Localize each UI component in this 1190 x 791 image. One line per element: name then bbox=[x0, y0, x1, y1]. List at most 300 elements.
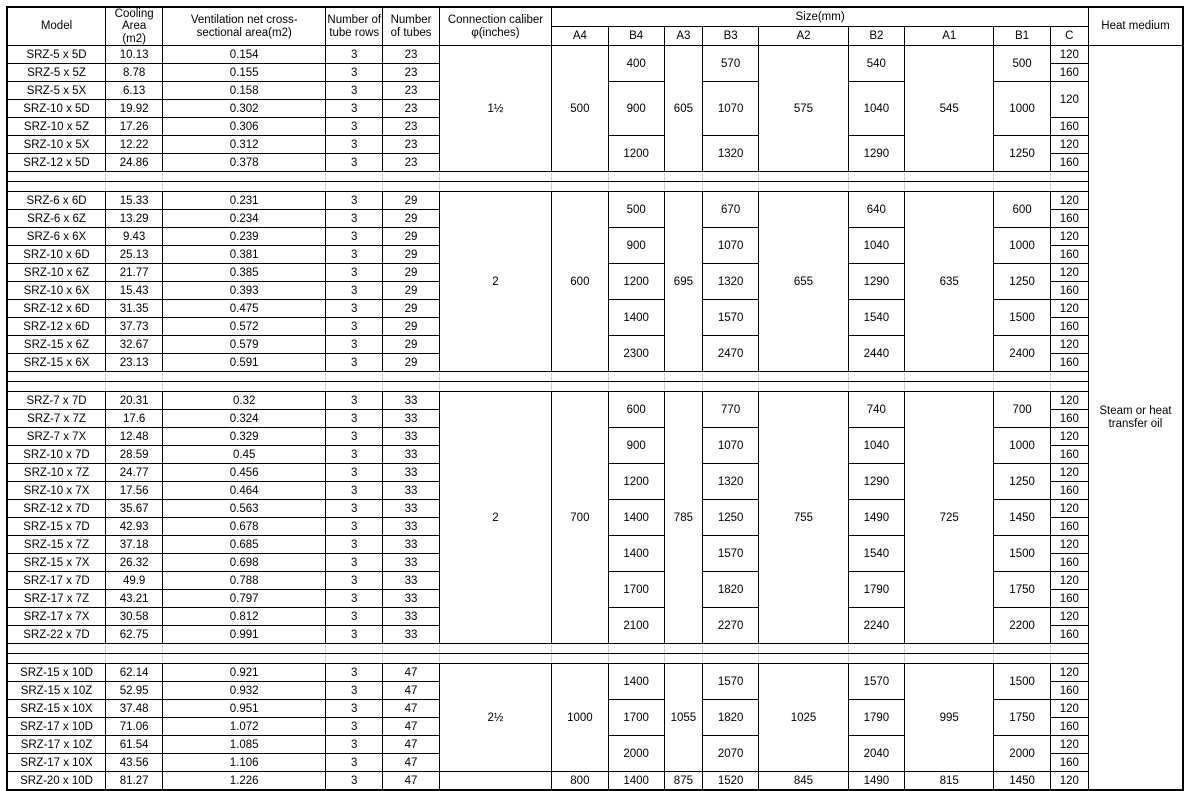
cell-tube-rows: 3 bbox=[326, 410, 383, 428]
cell-model: SRZ-5 x 5X bbox=[7, 82, 106, 100]
cell-tube-rows: 3 bbox=[326, 428, 383, 446]
spacer-cell bbox=[905, 372, 994, 382]
spacer-cell bbox=[7, 644, 106, 654]
spacer-cell bbox=[848, 182, 904, 192]
spacer-cell bbox=[905, 382, 994, 392]
header-size-c: C bbox=[1050, 27, 1088, 46]
spacer-cell bbox=[702, 644, 758, 654]
cell-connection-caliber: 1½ bbox=[439, 46, 552, 172]
cell-size-b1: 2200 bbox=[994, 608, 1050, 644]
cell-size-a3: 785 bbox=[664, 392, 702, 644]
cell-tube-count: 33 bbox=[383, 554, 439, 572]
cell-size-b2: 1040 bbox=[848, 428, 904, 464]
cell-tube-count: 47 bbox=[383, 754, 439, 772]
cell-size-c: 120 bbox=[1050, 82, 1088, 118]
spacer-cell bbox=[608, 372, 664, 382]
spacer-cell bbox=[905, 172, 994, 182]
cell-tube-rows: 3 bbox=[326, 518, 383, 536]
cell-ventilation-area: 0.797 bbox=[163, 590, 326, 608]
cell-tube-count: 29 bbox=[383, 354, 439, 372]
cell-ventilation-area: 0.324 bbox=[163, 410, 326, 428]
cell-cooling-area: 23.13 bbox=[106, 354, 163, 372]
cell-size-b4: 2300 bbox=[608, 336, 664, 372]
table-row bbox=[7, 392, 1183, 410]
cell-size-b2: 640 bbox=[848, 192, 904, 228]
cell-tube-count: 33 bbox=[383, 464, 439, 482]
header-size-b3: B3 bbox=[702, 27, 758, 46]
spacer-cell bbox=[848, 372, 904, 382]
cell-cooling-area: 17.6 bbox=[106, 410, 163, 428]
cell-tube-count: 23 bbox=[383, 100, 439, 118]
spacer-cell bbox=[664, 644, 702, 654]
cell-tube-count: 29 bbox=[383, 228, 439, 246]
cell-model: SRZ-17 x 10D bbox=[7, 718, 106, 736]
cell-size-b4: 1200 bbox=[608, 464, 664, 500]
cell-model: SRZ-20 x 10D bbox=[7, 772, 106, 791]
header-cooling-area-line3: (m2) bbox=[122, 32, 146, 45]
cell-ventilation-area: 0.302 bbox=[163, 100, 326, 118]
cell-model: SRZ-12 x 7D bbox=[7, 500, 106, 518]
cell-ventilation-area: 0.475 bbox=[163, 300, 326, 318]
cell-ventilation-area: 0.579 bbox=[163, 336, 326, 354]
cell-size-c: 120 bbox=[1050, 136, 1088, 154]
spacer-cell bbox=[326, 182, 383, 192]
cell-tube-rows: 3 bbox=[326, 264, 383, 282]
table-row bbox=[7, 46, 1183, 64]
cell-size-b3: 2470 bbox=[702, 336, 758, 372]
cell-tube-count: 29 bbox=[383, 336, 439, 354]
cell-size-a4: 500 bbox=[552, 46, 608, 172]
spacer-cell bbox=[552, 654, 608, 664]
cell-tube-rows: 3 bbox=[326, 718, 383, 736]
spacer-cell bbox=[702, 372, 758, 382]
cell-tube-count: 23 bbox=[383, 136, 439, 154]
cell-size-c: 120 bbox=[1050, 264, 1088, 282]
spacer-cell bbox=[439, 172, 552, 182]
cell-size-c: 160 bbox=[1050, 154, 1088, 172]
cell-size-b2: 1540 bbox=[848, 300, 904, 336]
spacer-cell bbox=[106, 372, 163, 382]
cell-tube-rows: 3 bbox=[326, 192, 383, 210]
cell-size-b2: 2240 bbox=[848, 608, 904, 644]
cell-model: SRZ-12 x 6D bbox=[7, 318, 106, 336]
spacer-cell bbox=[326, 654, 383, 664]
cell-cooling-area: 71.06 bbox=[106, 718, 163, 736]
cell-size-a1: 815 bbox=[905, 772, 994, 791]
cell-model: SRZ-17 x 7X bbox=[7, 608, 106, 626]
spacer-cell bbox=[163, 644, 326, 654]
cell-tube-rows: 3 bbox=[326, 446, 383, 464]
cell-size-b4: 900 bbox=[608, 428, 664, 464]
cell-model: SRZ-12 x 6D bbox=[7, 300, 106, 318]
header-ventilation-line2: sectional area(m2) bbox=[196, 26, 292, 39]
cell-tube-count: 33 bbox=[383, 608, 439, 626]
cell-model: SRZ-6 x 6X bbox=[7, 228, 106, 246]
header-size-b1: B1 bbox=[994, 27, 1050, 46]
cell-size-b1: 2400 bbox=[994, 336, 1050, 372]
group-spacer bbox=[7, 382, 1183, 392]
cell-cooling-area: 32.67 bbox=[106, 336, 163, 354]
cell-tube-rows: 3 bbox=[326, 392, 383, 410]
cell-tube-rows: 3 bbox=[326, 46, 383, 64]
cell-size-b1: 1500 bbox=[994, 536, 1050, 572]
cell-size-b4: 1400 bbox=[608, 500, 664, 536]
cell-size-b1: 1250 bbox=[994, 464, 1050, 500]
spacer-cell bbox=[608, 654, 664, 664]
cell-model: SRZ-10 x 6D bbox=[7, 246, 106, 264]
cell-model: SRZ-6 x 6D bbox=[7, 192, 106, 210]
specification-table bbox=[6, 6, 1184, 791]
header-tube-count-line1: Number bbox=[390, 14, 432, 27]
cell-tube-rows: 3 bbox=[326, 228, 383, 246]
cell-ventilation-area: 0.788 bbox=[163, 572, 326, 590]
header-size-a4: A4 bbox=[552, 27, 608, 46]
spacer-cell bbox=[439, 182, 552, 192]
cell-size-c: 160 bbox=[1050, 482, 1088, 500]
cell-tube-rows: 3 bbox=[326, 154, 383, 172]
cell-tube-count: 47 bbox=[383, 700, 439, 718]
cell-cooling-area: 49.9 bbox=[106, 572, 163, 590]
cell-ventilation-area: 0.378 bbox=[163, 154, 326, 172]
cell-ventilation-area: 0.32 bbox=[163, 392, 326, 410]
cell-cooling-area: 13.29 bbox=[106, 210, 163, 228]
cell-model: SRZ-17 x 7Z bbox=[7, 590, 106, 608]
cell-size-b2: 1490 bbox=[848, 500, 904, 536]
cell-size-c: 160 bbox=[1050, 246, 1088, 264]
spacer-cell bbox=[664, 654, 702, 664]
cell-size-b4: 1400 bbox=[608, 536, 664, 572]
cell-tube-count: 33 bbox=[383, 392, 439, 410]
cell-model: SRZ-17 x 10X bbox=[7, 754, 106, 772]
cell-size-b1: 600 bbox=[994, 192, 1050, 228]
cell-ventilation-area: 0.456 bbox=[163, 464, 326, 482]
spacer-cell bbox=[106, 644, 163, 654]
cell-cooling-area: 20.31 bbox=[106, 392, 163, 410]
cell-tube-count: 33 bbox=[383, 626, 439, 644]
group-spacer bbox=[7, 654, 1183, 664]
cell-size-a4: 700 bbox=[552, 392, 608, 644]
cell-model: SRZ-5 x 5Z bbox=[7, 64, 106, 82]
cell-model: SRZ-5 x 5D bbox=[7, 46, 106, 64]
spacer-cell bbox=[1050, 172, 1088, 182]
cell-size-c: 120 bbox=[1050, 428, 1088, 446]
cell-size-a4: 800 bbox=[552, 772, 608, 791]
cell-size-c: 160 bbox=[1050, 118, 1088, 136]
cell-size-b2: 1290 bbox=[848, 464, 904, 500]
spacer-cell bbox=[759, 654, 848, 664]
spacer-cell bbox=[383, 182, 439, 192]
spacer-cell bbox=[608, 172, 664, 182]
spacer-cell bbox=[994, 644, 1050, 654]
spacer-cell bbox=[7, 172, 106, 182]
cell-tube-rows: 3 bbox=[326, 118, 383, 136]
cell-size-c: 120 bbox=[1050, 500, 1088, 518]
cell-connection-caliber: 2½ bbox=[439, 664, 552, 772]
cell-cooling-area: 21.77 bbox=[106, 264, 163, 282]
heat-medium-line1: Steam or heat bbox=[1099, 405, 1172, 418]
header-size-a2: A2 bbox=[759, 27, 848, 46]
cell-tube-count: 23 bbox=[383, 64, 439, 82]
cell-tube-rows: 3 bbox=[326, 590, 383, 608]
spacer-cell bbox=[759, 644, 848, 654]
cell-ventilation-area: 0.812 bbox=[163, 608, 326, 626]
cell-ventilation-area: 1.106 bbox=[163, 754, 326, 772]
header-ventilation-area bbox=[163, 7, 326, 46]
cell-size-c: 120 bbox=[1050, 464, 1088, 482]
cell-ventilation-area: 0.698 bbox=[163, 554, 326, 572]
spacer-cell bbox=[905, 654, 994, 664]
cell-size-b3: 570 bbox=[702, 46, 758, 82]
cell-size-a3: 1055 bbox=[664, 664, 702, 772]
cell-ventilation-area: 1.072 bbox=[163, 718, 326, 736]
spacer-cell bbox=[759, 182, 848, 192]
cell-size-b4: 1400 bbox=[608, 300, 664, 336]
spacer-cell bbox=[1050, 654, 1088, 664]
cell-model: SRZ-7 x 7X bbox=[7, 428, 106, 446]
cell-size-c: 160 bbox=[1050, 754, 1088, 772]
cell-size-b3: 1570 bbox=[702, 536, 758, 572]
spacer-cell bbox=[1050, 644, 1088, 654]
cell-tube-count: 47 bbox=[383, 664, 439, 682]
cell-tube-count: 47 bbox=[383, 772, 439, 791]
header-tube-count-line2: of tubes bbox=[390, 26, 432, 39]
cell-cooling-area: 24.77 bbox=[106, 464, 163, 482]
cell-tube-rows: 3 bbox=[326, 300, 383, 318]
cell-size-b4: 1700 bbox=[608, 700, 664, 736]
cell-cooling-area: 6.13 bbox=[106, 82, 163, 100]
cell-tube-rows: 3 bbox=[326, 246, 383, 264]
group-spacer bbox=[7, 372, 1183, 382]
cell-tube-count: 23 bbox=[383, 154, 439, 172]
cell-tube-rows: 3 bbox=[326, 336, 383, 354]
spacer-cell bbox=[848, 644, 904, 654]
spacer-cell bbox=[905, 644, 994, 654]
cell-size-c: 160 bbox=[1050, 590, 1088, 608]
spacer-cell bbox=[439, 372, 552, 382]
cell-tube-count: 33 bbox=[383, 410, 439, 428]
cell-size-b1: 1500 bbox=[994, 664, 1050, 700]
cell-size-c: 120 bbox=[1050, 608, 1088, 626]
cell-tube-count: 33 bbox=[383, 590, 439, 608]
cell-ventilation-area: 0.231 bbox=[163, 192, 326, 210]
cell-heat-medium bbox=[1088, 46, 1183, 791]
spacer-cell bbox=[383, 172, 439, 182]
cell-connection-caliber: 2 bbox=[439, 192, 552, 372]
cell-ventilation-area: 0.991 bbox=[163, 626, 326, 644]
cell-model: SRZ-7 x 7D bbox=[7, 392, 106, 410]
cell-ventilation-area: 0.678 bbox=[163, 518, 326, 536]
cell-size-b3: 1570 bbox=[702, 664, 758, 700]
cell-size-b3: 1320 bbox=[702, 264, 758, 300]
cell-tube-rows: 3 bbox=[326, 354, 383, 372]
cell-size-c: 160 bbox=[1050, 626, 1088, 644]
spacer-cell bbox=[702, 172, 758, 182]
cell-connection-caliber bbox=[439, 772, 552, 791]
cell-size-b1: 1450 bbox=[994, 772, 1050, 791]
cell-ventilation-area: 0.312 bbox=[163, 136, 326, 154]
cell-size-a3: 875 bbox=[664, 772, 702, 791]
cell-size-b1: 1000 bbox=[994, 228, 1050, 264]
cell-size-b1: 1750 bbox=[994, 572, 1050, 608]
cell-size-b3: 1820 bbox=[702, 572, 758, 608]
cell-size-b3: 2070 bbox=[702, 736, 758, 772]
cell-tube-rows: 3 bbox=[326, 572, 383, 590]
spacer-cell bbox=[163, 654, 326, 664]
cell-model: SRZ-15 x 10Z bbox=[7, 682, 106, 700]
cell-tube-count: 29 bbox=[383, 300, 439, 318]
cell-cooling-area: 37.18 bbox=[106, 536, 163, 554]
cell-tube-count: 33 bbox=[383, 572, 439, 590]
header-tube-rows-line2: tube rows bbox=[329, 26, 380, 39]
group-spacer bbox=[7, 172, 1183, 182]
cell-model: SRZ-15 x 7X bbox=[7, 554, 106, 572]
header-caliber-line2: φ(inches) bbox=[471, 26, 520, 39]
cell-tube-rows: 3 bbox=[326, 482, 383, 500]
cell-ventilation-area: 0.591 bbox=[163, 354, 326, 372]
spacer-cell bbox=[1050, 382, 1088, 392]
header-ventilation-line1: Ventilation net cross- bbox=[190, 14, 298, 27]
cell-tube-count: 33 bbox=[383, 482, 439, 500]
cell-model: SRZ-15 x 6Z bbox=[7, 336, 106, 354]
cell-tube-rows: 3 bbox=[326, 664, 383, 682]
spacer-cell bbox=[552, 182, 608, 192]
cell-size-b1: 1000 bbox=[994, 82, 1050, 136]
cell-size-c: 120 bbox=[1050, 700, 1088, 718]
cell-size-b1: 1450 bbox=[994, 500, 1050, 536]
cell-ventilation-area: 0.464 bbox=[163, 482, 326, 500]
spacer-cell bbox=[608, 644, 664, 654]
cell-cooling-area: 43.56 bbox=[106, 754, 163, 772]
cell-model: SRZ-15 x 10D bbox=[7, 664, 106, 682]
cell-model: SRZ-10 x 5Z bbox=[7, 118, 106, 136]
cell-size-c: 120 bbox=[1050, 772, 1088, 791]
cell-ventilation-area: 0.932 bbox=[163, 682, 326, 700]
cell-size-a1: 545 bbox=[905, 46, 994, 172]
cell-model: SRZ-10 x 7Z bbox=[7, 464, 106, 482]
cell-tube-rows: 3 bbox=[326, 554, 383, 572]
cell-tube-count: 47 bbox=[383, 736, 439, 754]
cell-model: SRZ-10 x 6Z bbox=[7, 264, 106, 282]
cell-size-c: 160 bbox=[1050, 354, 1088, 372]
cell-tube-count: 23 bbox=[383, 82, 439, 100]
spacer-cell bbox=[664, 382, 702, 392]
cell-size-a4: 1000 bbox=[552, 664, 608, 772]
spacer-cell bbox=[759, 382, 848, 392]
spacer-cell bbox=[552, 372, 608, 382]
spacer-cell bbox=[383, 644, 439, 654]
cell-tube-rows: 3 bbox=[326, 210, 383, 228]
header-size-group: Size(mm) bbox=[552, 7, 1089, 27]
header-cooling-area-line1: Cooling bbox=[114, 8, 154, 20]
cell-size-a2: 755 bbox=[759, 392, 848, 644]
cell-size-c: 160 bbox=[1050, 518, 1088, 536]
cell-size-b1: 1250 bbox=[994, 136, 1050, 172]
spacer-cell bbox=[163, 382, 326, 392]
spacer-cell bbox=[383, 382, 439, 392]
cell-tube-rows: 3 bbox=[326, 318, 383, 336]
spacer-cell bbox=[759, 372, 848, 382]
cell-model: SRZ-15 x 7D bbox=[7, 518, 106, 536]
cell-size-b4: 900 bbox=[608, 82, 664, 136]
spacer-cell bbox=[326, 382, 383, 392]
cell-size-a2: 1025 bbox=[759, 664, 848, 772]
cell-size-c: 120 bbox=[1050, 572, 1088, 590]
spacer-cell bbox=[994, 654, 1050, 664]
cell-size-c: 120 bbox=[1050, 336, 1088, 354]
cell-tube-rows: 3 bbox=[326, 682, 383, 700]
cell-size-b3: 1070 bbox=[702, 428, 758, 464]
cell-size-c: 120 bbox=[1050, 46, 1088, 64]
cell-connection-caliber: 2 bbox=[439, 392, 552, 644]
cell-size-b2: 2440 bbox=[848, 336, 904, 372]
cell-ventilation-area: 1.226 bbox=[163, 772, 326, 791]
cell-size-c: 120 bbox=[1050, 536, 1088, 554]
cell-size-c: 160 bbox=[1050, 318, 1088, 336]
cell-tube-count: 29 bbox=[383, 318, 439, 336]
header-size-b4: B4 bbox=[608, 27, 664, 46]
cell-cooling-area: 43.21 bbox=[106, 590, 163, 608]
spacer-cell bbox=[848, 382, 904, 392]
spacer-cell bbox=[326, 644, 383, 654]
header-cooling-area bbox=[106, 7, 163, 46]
cell-tube-rows: 3 bbox=[326, 754, 383, 772]
spacer-cell bbox=[383, 372, 439, 382]
spacer-cell bbox=[759, 172, 848, 182]
cell-cooling-area: 12.48 bbox=[106, 428, 163, 446]
cell-size-c: 120 bbox=[1050, 192, 1088, 210]
cell-size-b3: 1070 bbox=[702, 82, 758, 136]
cell-size-b2: 1040 bbox=[848, 228, 904, 264]
cell-size-b2: 1790 bbox=[848, 572, 904, 608]
header-size-a3: A3 bbox=[664, 27, 702, 46]
spacer-cell bbox=[1050, 372, 1088, 382]
cell-model: SRZ-17 x 10Z bbox=[7, 736, 106, 754]
header-cooling-area-line2: Area bbox=[121, 20, 147, 33]
spacer-cell bbox=[664, 172, 702, 182]
cell-model: SRZ-12 x 5D bbox=[7, 154, 106, 172]
cell-size-c: 120 bbox=[1050, 664, 1088, 682]
cell-size-b1: 1750 bbox=[994, 700, 1050, 736]
cell-model: SRZ-10 x 5D bbox=[7, 100, 106, 118]
cell-tube-rows: 3 bbox=[326, 626, 383, 644]
cell-model: SRZ-10 x 7D bbox=[7, 446, 106, 464]
cell-tube-count: 29 bbox=[383, 210, 439, 228]
cell-size-b3: 1520 bbox=[702, 772, 758, 791]
cell-size-c: 120 bbox=[1050, 392, 1088, 410]
cell-size-b4: 1700 bbox=[608, 572, 664, 608]
cell-tube-count: 29 bbox=[383, 282, 439, 300]
cell-cooling-area: 12.22 bbox=[106, 136, 163, 154]
cell-tube-rows: 3 bbox=[326, 64, 383, 82]
cell-model: SRZ-17 x 7D bbox=[7, 572, 106, 590]
table-row bbox=[7, 772, 1183, 791]
spacer-cell bbox=[439, 654, 552, 664]
cell-size-b3: 770 bbox=[702, 392, 758, 428]
spacer-cell bbox=[848, 654, 904, 664]
cell-ventilation-area: 0.329 bbox=[163, 428, 326, 446]
spacer-cell bbox=[552, 382, 608, 392]
spacer-cell bbox=[326, 172, 383, 182]
cell-tube-count: 33 bbox=[383, 536, 439, 554]
cell-size-a2: 575 bbox=[759, 46, 848, 172]
spacer-cell bbox=[163, 172, 326, 182]
cell-cooling-area: 52.95 bbox=[106, 682, 163, 700]
spacer-cell bbox=[106, 654, 163, 664]
cell-size-c: 160 bbox=[1050, 554, 1088, 572]
header-model: Model bbox=[7, 7, 106, 46]
cell-size-b2: 1570 bbox=[848, 664, 904, 700]
cell-cooling-area: 37.48 bbox=[106, 700, 163, 718]
